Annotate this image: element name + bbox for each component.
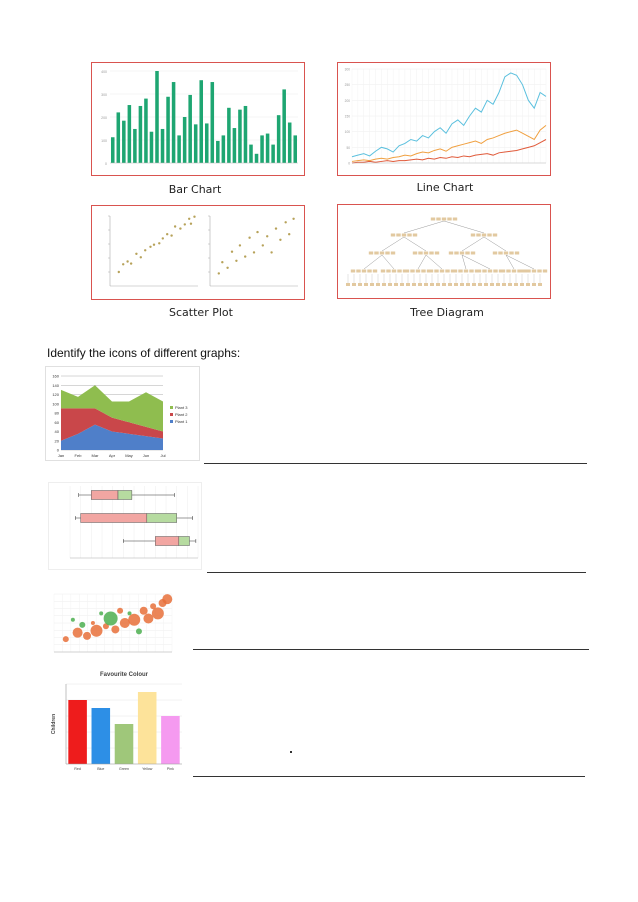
bar-ytick-label: 200 bbox=[101, 116, 107, 120]
tree-diagram-image bbox=[337, 204, 551, 299]
tree-node bbox=[436, 218, 440, 221]
tree-leaf bbox=[430, 283, 434, 286]
tree-diagram-caption: Tree Diagram bbox=[410, 306, 484, 319]
line-ytick-label: 250 bbox=[344, 83, 350, 88]
answer-line-1[interactable] bbox=[204, 463, 587, 464]
line-ytick-label: 300 bbox=[344, 67, 350, 72]
bar bbox=[293, 135, 297, 163]
bar bbox=[133, 129, 137, 163]
tree-leaf bbox=[346, 283, 350, 286]
tree-leaf bbox=[526, 283, 530, 286]
tree-leaf bbox=[424, 283, 428, 286]
tree-node bbox=[373, 270, 377, 273]
tree-node bbox=[501, 270, 505, 273]
bar bbox=[238, 110, 242, 163]
scatter-left-point bbox=[135, 253, 137, 255]
bar bbox=[244, 106, 248, 163]
bubble bbox=[162, 594, 172, 604]
tree-node bbox=[471, 234, 475, 237]
bubble bbox=[104, 611, 118, 625]
scatter-left-point bbox=[118, 271, 120, 273]
scatter-plot-caption: Scatter Plot bbox=[169, 306, 233, 319]
scatter-plot-svg bbox=[92, 206, 304, 299]
line-series bbox=[352, 73, 546, 157]
tree-leaf bbox=[502, 283, 506, 286]
area-xtick-label: Apr bbox=[108, 453, 116, 458]
bar bbox=[172, 82, 176, 163]
tree-node bbox=[460, 252, 464, 255]
tree-edge bbox=[382, 255, 394, 269]
bubble bbox=[63, 636, 69, 642]
scatter-right-point bbox=[270, 251, 272, 253]
line-ytick-label: 0 bbox=[348, 161, 350, 166]
bubble bbox=[83, 632, 91, 640]
box-upper bbox=[118, 491, 132, 500]
bar bbox=[255, 154, 259, 163]
area-xtick-label: May bbox=[125, 453, 133, 458]
area-ytick-label: 60 bbox=[54, 419, 59, 425]
scatter-left-point bbox=[170, 234, 172, 236]
tree-node bbox=[487, 234, 491, 237]
tree-node bbox=[424, 252, 428, 255]
tree-node bbox=[506, 270, 510, 273]
tree-leaf bbox=[376, 283, 380, 286]
bar bbox=[144, 99, 148, 163]
bar bbox=[249, 145, 253, 163]
bar bbox=[227, 108, 231, 163]
tree-leaf bbox=[394, 283, 398, 286]
bar-chart-svg bbox=[92, 63, 304, 175]
tree-node bbox=[407, 234, 411, 237]
tree-edge bbox=[484, 237, 506, 251]
tree-node bbox=[385, 252, 389, 255]
tree-leaf bbox=[466, 283, 470, 286]
tree-node bbox=[493, 234, 497, 237]
tree-diagram-svg bbox=[338, 205, 550, 298]
tree-node bbox=[488, 270, 492, 273]
tree-leaf bbox=[460, 283, 464, 286]
scatter-right-point bbox=[235, 260, 237, 262]
tree-leaf bbox=[352, 283, 356, 286]
bar bbox=[150, 132, 154, 163]
line-ytick-label: 100 bbox=[344, 130, 350, 135]
bar-chart-image bbox=[91, 62, 305, 176]
scatter-left-point bbox=[174, 225, 176, 227]
stray-dot bbox=[290, 751, 292, 753]
tree-node bbox=[477, 270, 481, 273]
fav-bar bbox=[92, 708, 111, 764]
bar bbox=[111, 137, 115, 163]
area-ytick-label: 0 bbox=[56, 447, 59, 453]
tree-leaf bbox=[520, 283, 524, 286]
box-lower bbox=[81, 514, 147, 523]
tree-node bbox=[453, 270, 457, 273]
bubble-chart bbox=[46, 590, 176, 660]
bubble bbox=[152, 607, 164, 619]
bubble bbox=[79, 622, 85, 628]
tree-node bbox=[440, 270, 444, 273]
area-ytick-label: 140 bbox=[52, 382, 59, 388]
tree-node bbox=[543, 270, 547, 273]
fav-bar bbox=[68, 700, 87, 764]
bar-ytick-label: 100 bbox=[101, 139, 107, 143]
area-ytick-label: 20 bbox=[54, 438, 59, 444]
bubble bbox=[140, 607, 148, 615]
tree-node bbox=[431, 218, 435, 221]
answer-line-2[interactable] bbox=[207, 572, 586, 573]
tree-node bbox=[356, 270, 360, 273]
scatter-left-point bbox=[126, 260, 128, 262]
scatter-left-point bbox=[190, 223, 192, 225]
tree-node bbox=[381, 270, 385, 273]
tree-node bbox=[429, 252, 433, 255]
bar bbox=[216, 141, 220, 163]
answer-line-3[interactable] bbox=[193, 649, 589, 650]
tree-edge bbox=[462, 255, 466, 269]
bubble bbox=[111, 625, 119, 633]
tree-node bbox=[453, 218, 457, 221]
fav-xtick-label: Blue bbox=[97, 767, 105, 771]
bar-ytick-label: 0 bbox=[105, 162, 107, 166]
scatter-left-point bbox=[140, 256, 142, 258]
tree-node bbox=[445, 270, 449, 273]
area-xtick-label: Jun bbox=[142, 453, 150, 458]
area-ytick-label: 40 bbox=[54, 429, 59, 434]
tree-leaf bbox=[388, 283, 392, 286]
tree-node bbox=[374, 252, 378, 255]
bar bbox=[211, 82, 215, 163]
tree-node bbox=[416, 270, 420, 273]
scatter-right-point bbox=[288, 233, 290, 235]
tree-edge bbox=[462, 255, 490, 269]
bar bbox=[233, 128, 237, 163]
tree-node bbox=[351, 270, 355, 273]
fav-xtick-label: Yellow bbox=[142, 767, 153, 771]
line-chart-caption: Line Chart bbox=[416, 181, 474, 194]
scatter-right-point bbox=[248, 237, 250, 239]
bar bbox=[188, 95, 192, 163]
area-legend-label: Plant 3 bbox=[175, 405, 188, 410]
tree-node bbox=[537, 270, 541, 273]
scatter-plot-image bbox=[91, 205, 305, 300]
tree-node bbox=[380, 252, 384, 255]
tree-node bbox=[464, 270, 468, 273]
tree-node bbox=[493, 252, 497, 255]
tree-leaf bbox=[364, 283, 368, 286]
bar bbox=[161, 129, 165, 163]
area-ytick-label: 120 bbox=[52, 392, 59, 397]
tree-node bbox=[362, 270, 366, 273]
bubble bbox=[90, 625, 102, 637]
tree-leaf bbox=[490, 283, 494, 286]
scatter-right-point bbox=[275, 227, 277, 229]
tree-node bbox=[471, 252, 475, 255]
scatter-right-point bbox=[262, 244, 264, 246]
tree-node bbox=[367, 270, 371, 273]
area-xtick-label: Jul bbox=[160, 453, 166, 458]
tree-node bbox=[410, 270, 414, 273]
tree-node bbox=[397, 270, 401, 273]
area-legend-swatch bbox=[170, 406, 173, 409]
tree-leaf bbox=[436, 283, 440, 286]
scatter-left-point bbox=[184, 223, 186, 225]
line-chart-image bbox=[337, 62, 551, 176]
bar bbox=[260, 135, 264, 163]
bubble bbox=[71, 618, 75, 622]
fav-ylabel: Children bbox=[51, 713, 57, 735]
scatter-right-point bbox=[256, 231, 258, 233]
tree-edge bbox=[404, 237, 426, 251]
tree-node bbox=[482, 270, 486, 273]
tree-node bbox=[526, 270, 530, 273]
area-ytick-label: 80 bbox=[54, 410, 59, 416]
scatter-right-point bbox=[221, 261, 223, 263]
tree-leaf bbox=[412, 283, 416, 286]
tree-node bbox=[532, 270, 536, 273]
line-ytick-label: 200 bbox=[344, 98, 350, 103]
line-series bbox=[352, 125, 546, 161]
line-series bbox=[352, 140, 546, 164]
tree-node bbox=[391, 252, 395, 255]
tree-leaf bbox=[442, 283, 446, 286]
bubble bbox=[128, 611, 132, 615]
tree-node bbox=[405, 270, 409, 273]
bar bbox=[277, 115, 281, 163]
area-legend-swatch bbox=[170, 420, 173, 423]
line-ytick-label: 50 bbox=[346, 145, 350, 150]
tree-leaf bbox=[472, 283, 476, 286]
area-xtick-label: Jan bbox=[57, 453, 65, 458]
bar bbox=[122, 121, 126, 163]
bar bbox=[271, 145, 275, 163]
box-lower bbox=[155, 537, 178, 546]
favourite-colour-chart bbox=[48, 668, 188, 775]
tree-node bbox=[454, 252, 458, 255]
area-xtick-label: Feb bbox=[74, 453, 82, 458]
bubble bbox=[136, 628, 142, 634]
scatter-left-point bbox=[162, 237, 164, 239]
tree-node bbox=[498, 252, 502, 255]
tree-node bbox=[442, 218, 446, 221]
bar bbox=[177, 135, 181, 163]
scatter-left-point bbox=[122, 263, 124, 265]
bar-chart-caption: Bar Chart bbox=[168, 183, 222, 196]
scatter-left-point bbox=[144, 249, 146, 251]
tree-leaf bbox=[382, 283, 386, 286]
area-legend-label: Plant 1 bbox=[175, 419, 188, 424]
box-upper bbox=[179, 537, 190, 546]
bar bbox=[128, 105, 132, 163]
tree-leaf bbox=[484, 283, 488, 286]
tree-leaf bbox=[370, 283, 374, 286]
tree-node bbox=[493, 270, 497, 273]
fav-xtick-label: Green bbox=[119, 767, 129, 771]
tree-node bbox=[429, 270, 433, 273]
bar bbox=[117, 112, 121, 163]
bar bbox=[205, 123, 209, 163]
tree-node bbox=[413, 234, 417, 237]
tree-edge bbox=[404, 221, 444, 233]
tree-node bbox=[386, 270, 390, 273]
scatter-right-point bbox=[253, 251, 255, 253]
tree-node bbox=[509, 252, 513, 255]
bubble bbox=[99, 611, 103, 615]
tree-node bbox=[435, 252, 439, 255]
fav-xtick-label: Pink bbox=[166, 767, 174, 771]
area-legend-label: Plant 2 bbox=[175, 412, 188, 417]
scatter-right-point bbox=[226, 267, 228, 269]
fav-bar bbox=[161, 716, 180, 764]
tree-node bbox=[469, 270, 473, 273]
tree-node bbox=[418, 252, 422, 255]
scatter-left-point bbox=[153, 244, 155, 246]
tree-edge bbox=[444, 221, 484, 233]
scatter-right-point bbox=[292, 218, 294, 220]
fav-bar bbox=[115, 724, 134, 764]
scatter-left-point bbox=[179, 227, 181, 229]
tree-node bbox=[369, 252, 373, 255]
tree-node bbox=[434, 270, 438, 273]
bar bbox=[139, 106, 143, 163]
area-ytick-label: 160 bbox=[52, 373, 59, 379]
tree-node bbox=[521, 270, 525, 273]
scatter-left-point bbox=[149, 246, 151, 248]
tree-leaf bbox=[514, 283, 518, 286]
tree-node bbox=[421, 270, 425, 273]
scatter-left-point bbox=[166, 233, 168, 235]
bubble bbox=[143, 613, 153, 623]
bar bbox=[266, 134, 270, 163]
tree-leaf bbox=[496, 283, 500, 286]
tree-leaf bbox=[418, 283, 422, 286]
area-xtick-label: Mar bbox=[91, 453, 99, 458]
tree-node bbox=[465, 252, 469, 255]
tree-node bbox=[396, 234, 400, 237]
area-legend-swatch bbox=[170, 413, 173, 416]
tree-edge bbox=[364, 255, 382, 269]
tree-node bbox=[515, 252, 519, 255]
tree-node bbox=[476, 234, 480, 237]
box-lower bbox=[91, 491, 118, 500]
fav-bar bbox=[138, 692, 157, 764]
tree-node bbox=[482, 234, 486, 237]
bar bbox=[288, 123, 292, 163]
bar bbox=[282, 89, 286, 163]
bubble bbox=[91, 621, 95, 625]
tree-node bbox=[458, 270, 462, 273]
area-ytick-label: 100 bbox=[52, 401, 59, 407]
scatter-right-point bbox=[279, 239, 281, 241]
tree-leaf bbox=[538, 283, 542, 286]
line-ytick-label: 150 bbox=[344, 114, 350, 119]
tree-leaf bbox=[532, 283, 536, 286]
bubble bbox=[73, 628, 83, 638]
bubble bbox=[128, 614, 140, 626]
bar-ytick-label: 300 bbox=[101, 93, 107, 97]
answer-line-4[interactable] bbox=[193, 776, 585, 777]
tree-node bbox=[504, 252, 508, 255]
tree-node bbox=[449, 252, 453, 255]
bar bbox=[166, 97, 170, 163]
tree-leaf bbox=[454, 283, 458, 286]
tree-node bbox=[391, 234, 395, 237]
scatter-left-point bbox=[188, 218, 190, 220]
tree-edge bbox=[426, 255, 442, 269]
scatter-left-point bbox=[193, 216, 195, 218]
scatter-right-point bbox=[231, 251, 233, 253]
tree-node bbox=[413, 252, 417, 255]
scatter-right-point bbox=[218, 272, 220, 274]
scatter-left-point bbox=[158, 242, 160, 244]
scatter-left-point bbox=[130, 262, 132, 264]
bar bbox=[183, 117, 187, 163]
scatter-right-point bbox=[266, 235, 268, 237]
scatter-right-point bbox=[284, 221, 286, 223]
tree-node bbox=[512, 270, 516, 273]
fav-title: Favourite Colour bbox=[99, 672, 149, 678]
box-plot-chart bbox=[48, 482, 202, 570]
bar bbox=[155, 71, 159, 163]
tree-leaf bbox=[478, 283, 482, 286]
bar-ytick-label: 400 bbox=[101, 70, 107, 74]
tree-edge bbox=[382, 237, 404, 251]
stacked-area-chart bbox=[45, 366, 200, 461]
box-upper bbox=[147, 514, 177, 523]
tree-node bbox=[402, 234, 406, 237]
worksheet-prompt: Identify the icons of different graphs: bbox=[47, 346, 241, 360]
tree-leaf bbox=[448, 283, 452, 286]
scatter-right-point bbox=[244, 255, 246, 257]
tree-edge bbox=[462, 237, 484, 251]
tree-leaf bbox=[358, 283, 362, 286]
scatter-right-point bbox=[239, 244, 241, 246]
tree-leaf bbox=[400, 283, 404, 286]
tree-leaf bbox=[406, 283, 410, 286]
bubble bbox=[117, 608, 123, 614]
line-chart-svg bbox=[338, 63, 550, 175]
bar bbox=[194, 124, 198, 163]
tree-node bbox=[447, 218, 451, 221]
tree-leaf bbox=[508, 283, 512, 286]
bar bbox=[222, 135, 226, 163]
bar bbox=[199, 80, 203, 163]
tree-node bbox=[392, 270, 396, 273]
tree-edge bbox=[418, 255, 426, 269]
fav-xtick-label: Red bbox=[74, 767, 81, 771]
